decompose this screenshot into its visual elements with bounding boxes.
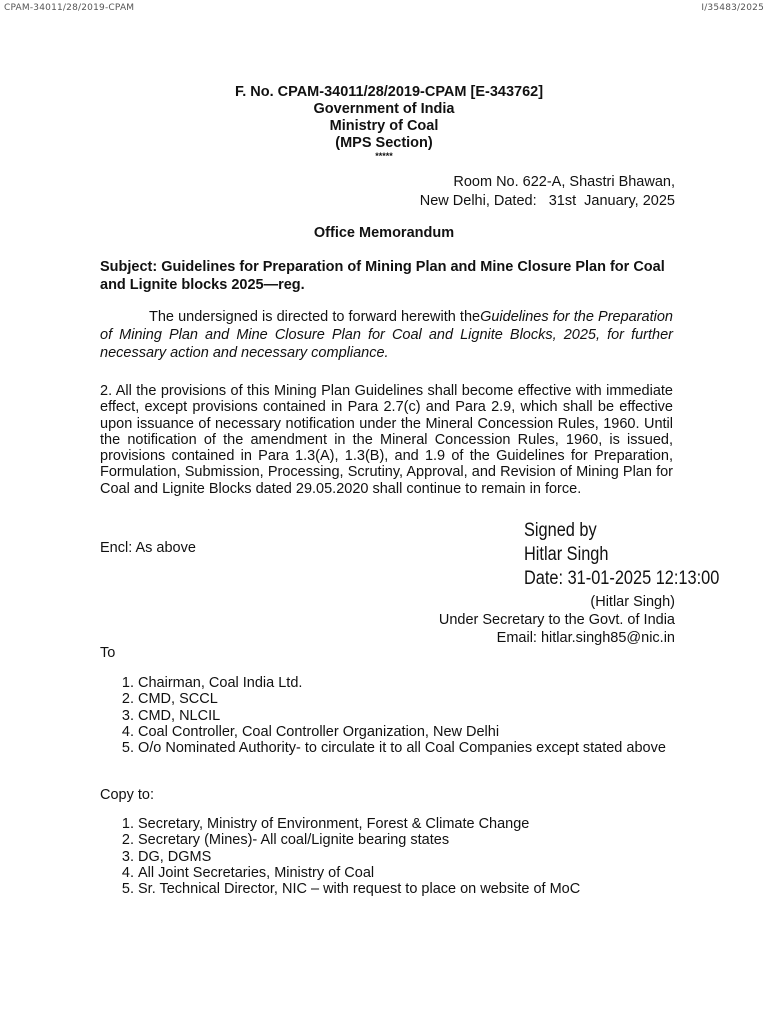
list-item: 2. CMD, SCCL — [138, 691, 678, 707]
list-item: 5. O/o Nominated Authority- to circulate it to all Coal Companies except stated above — [138, 740, 678, 756]
page-header-file-ref: CPAM-34011/28/2019-CPAM — [4, 3, 135, 13]
signature-line-1: Signed by — [524, 520, 597, 541]
copy-to-label: Copy to: — [100, 787, 154, 803]
copy-list — [100, 816, 678, 897]
list-item: 5. Sr. Technical Director, NIC – with request to place on website of MoC — [138, 881, 678, 897]
list-item: 4. Coal Controller, Coal Controller Organization, New Delhi — [138, 724, 678, 740]
address-block — [420, 173, 675, 211]
signature-line-3: Date: 31-01-2025 12:13:00 — [524, 568, 720, 589]
paragraph-1 — [100, 308, 673, 362]
paragraph-1-italic: Guidelines for the Preparation of Mining Plan and Mine Closure Plan for Coal and Lignite Blocks, 2025, for further necessary action and necessary compliance. — [100, 309, 673, 361]
section-name: (MPS Section) — [335, 135, 433, 151]
file-number: F. No. CPAM-34011/28/2019-CPAM [E-343762] — [234, 84, 544, 100]
document-title: Office Memorandum — [313, 225, 455, 241]
to-label: To — [100, 645, 116, 661]
government-name: Government of India — [313, 101, 455, 117]
paragraph-2: 2. All the provisions of this Mining Plan Guidelines shall become effective with immediate effect, except provisions contained in Para 2.7(c) and Para 2.9, which shall be effective upon issuance of necessary notification under the Mineral Concession Rules, 1960. Until the notification of the amendment in the Mineral Concession Rules, 1960, is issued, provisions contained in Para 1.3(A), 1.3(B), and 1.9 of the Guidelines for Preparation, Formulation, Submission, Processing, Scrutiny, Approval, and Revision of Mining Plan for Coal and Lignite Blocks dated 29.05.2020 shall continue to remain in force. — [100, 383, 673, 497]
list-item: 4. All Joint Secretaries, Ministry of Coal — [138, 865, 678, 881]
recipient-list — [100, 675, 678, 756]
signatory-email: Email: hitlar.singh85@nic.in — [496, 630, 675, 646]
separator-stars: ***** — [375, 151, 393, 161]
list-item: 1. Secretary, Ministry of Environment, Forest & Climate Change — [138, 816, 678, 832]
letterhead — [0, 84, 768, 160]
signatory-block — [439, 593, 675, 647]
signatory-name: (Hitlar Singh) — [590, 594, 675, 610]
list-item: 3. CMD, NLCIL — [138, 708, 678, 724]
digital-signature-stamp — [524, 519, 719, 591]
ministry-name: Ministry of Coal — [329, 118, 439, 134]
paragraph-1-lead: The undersigned is directed to forward herewith the — [149, 309, 481, 325]
signatory-designation: Under Secretary to the Govt. of India — [438, 612, 675, 628]
list-item: 3. DG, DGMS — [138, 849, 678, 865]
address-date-line: New Delhi, Dated: 31st January, 2025 — [419, 193, 675, 209]
signature-line-2: Hitlar Singh — [524, 544, 609, 565]
address-line-1: Room No. 622-A, Shastri Bhawan, — [453, 174, 675, 190]
subject-line: Subject: Guidelines for Preparation of Mining Plan and Mine Closure Plan for Coal and Lignite blocks 2025—reg. — [100, 259, 665, 293]
list-item: 2. Secretary (Mines)- All coal/Lignite bearing states — [138, 832, 678, 848]
list-item: 1. Chairman, Coal India Ltd. — [138, 675, 678, 691]
page-header-doc-id: I/35483/2025 — [701, 3, 764, 13]
enclosure-note: Encl: As above — [100, 540, 196, 556]
